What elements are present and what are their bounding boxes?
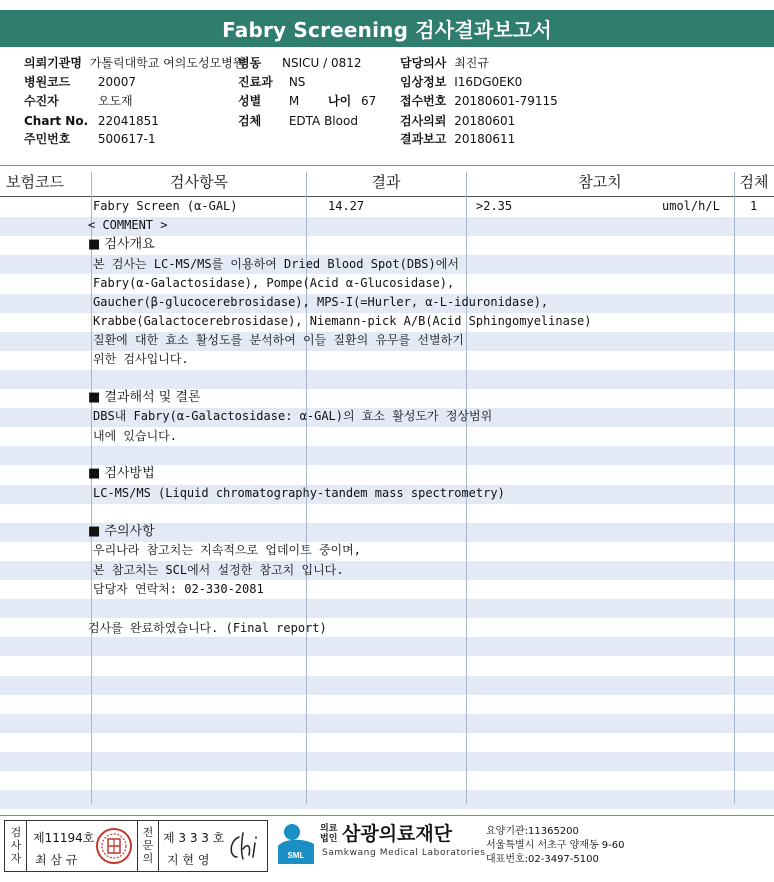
chart-no-value: 22041851 <box>97 114 159 128</box>
comment-line: LC-MS/MS (Liquid chromatography-tandem mass spectrometry) <box>93 486 505 500</box>
row-stripe <box>0 790 774 809</box>
examiner-label-char: 검 <box>10 826 22 839</box>
comment-line: Krabbe(Galactocerebrosidase), Niemann-pick A/B(Acid Sphingomyelinase) <box>93 314 592 328</box>
section-heading: ■ 검사개요 <box>88 237 155 252</box>
row-stripe <box>0 637 774 656</box>
resident-no-label: 주민번호 <box>24 132 71 146</box>
ward-field <box>238 54 362 72</box>
examiner-license: 제11194호 <box>33 831 95 845</box>
sex-label: 성별 <box>238 94 262 108</box>
chart-no-label: Chart No. <box>24 114 89 128</box>
institution-value: 가톨릭대학교 여의도성모병원 <box>89 56 245 70</box>
comment-marker: < COMMENT > <box>88 218 168 232</box>
row-stripe <box>0 370 774 389</box>
specialist-license: 제 3 3 3 호 <box>163 831 225 845</box>
org-name: 삼광의료재단 <box>342 823 453 845</box>
clinical-info-label: 임상정보 <box>400 75 447 89</box>
row-stripe <box>0 446 774 465</box>
request-date-value: 20180601 <box>454 114 516 128</box>
examinee-field <box>24 92 133 110</box>
chart-no-field <box>24 112 159 130</box>
col-test-item: 검사항목 <box>170 173 228 191</box>
hospital-code-value: 20007 <box>97 75 137 89</box>
result-cell: 14.27 <box>328 199 365 213</box>
section-heading: ■ 결과해석 및 결론 <box>88 390 201 405</box>
examiner-name: 최 삼 규 <box>35 853 78 867</box>
org-phone: 대표번호:02-3497-5100 <box>486 854 599 865</box>
institution-label: 의뢰기관명 <box>24 56 82 70</box>
unit-cell: umol/h/L <box>662 199 720 213</box>
test-item-cell: Fabry Screen (α-GAL) <box>93 199 238 213</box>
examinee-value: 오도재 <box>97 94 133 108</box>
specialist-label-char: 문 <box>142 839 154 852</box>
report-date-field <box>400 130 515 148</box>
doctor-value: 최진규 <box>454 56 489 70</box>
clinical-info-field <box>400 73 522 91</box>
clinical-info-value: I16DG0EK0 <box>454 75 523 89</box>
sml-logo-icon <box>274 820 318 868</box>
signature-box <box>4 820 268 872</box>
receipt-no-field <box>400 92 558 110</box>
sex-value: M <box>288 94 300 108</box>
comment-line: 본 검사는 LC-MS/MS를 이용하여 Dried Blood Spot(DBS)에서 <box>93 257 459 271</box>
section-heading: ■ 주의사항 <box>88 524 155 539</box>
age-label: 나이 <box>328 94 352 108</box>
institution-field <box>24 54 244 72</box>
examiner-seal-icon <box>95 827 133 865</box>
specialist-name: 지 현 영 <box>167 853 210 867</box>
row-stripe <box>0 714 774 733</box>
comment-line: 담당자 연락처: 02-330-2081 <box>93 582 264 596</box>
table-header <box>0 165 774 197</box>
report-date-value: 20180611 <box>454 132 516 146</box>
org-address: 서울특별시 서초구 양재동 9-60 <box>486 840 625 851</box>
doctor-label: 담당의사 <box>400 56 447 70</box>
examiner-label <box>5 821 27 871</box>
examinee-label: 수진자 <box>24 94 59 108</box>
org-prefix <box>320 824 337 844</box>
org-english-name: Samkwang Medical Laboratories <box>322 848 486 858</box>
age-value: 67 <box>361 94 377 108</box>
specimen-value: EDTA Blood <box>288 114 358 128</box>
comment-line: 위한 검사입니다. <box>93 352 189 366</box>
col-insurance-code: 보험코드 <box>6 173 64 191</box>
sex-field <box>238 92 299 110</box>
grid-line <box>734 172 735 804</box>
specimen-label: 검체 <box>238 114 262 128</box>
signature-icon <box>225 831 265 863</box>
report-title: Fabry Screening 검사결과보고서 <box>0 10 774 47</box>
col-reference: 참고치 <box>578 173 622 191</box>
report-footer <box>0 815 774 882</box>
doctor-field <box>400 54 489 72</box>
logo-text: SML <box>287 851 305 860</box>
report-date-label: 결과보고 <box>400 132 447 146</box>
request-date-field <box>400 112 515 130</box>
receipt-no-label: 접수번호 <box>400 94 447 108</box>
department-value: NS <box>288 75 306 89</box>
comment-line: Fabry(α-Galactosidase), Pompe(Acid α-Glucosidase), <box>93 276 455 290</box>
specialist-label-char: 전 <box>142 826 154 839</box>
request-date-label: 검사의뢰 <box>400 114 447 128</box>
org-prefix-bottom: 법인 <box>320 834 338 844</box>
department-label: 진료과 <box>238 75 273 89</box>
row-stripe <box>0 752 774 771</box>
comment-line: 내에 있습니다. <box>93 429 178 443</box>
comment-line: 우리나라 참고치는 지속적으로 업데이트 중이며, <box>93 543 361 557</box>
reference-cell: >2.35 <box>476 199 513 213</box>
age-field <box>328 92 376 110</box>
section-heading: ■ 검사방법 <box>88 466 155 481</box>
row-stripe <box>0 599 774 618</box>
grid-line <box>91 172 92 804</box>
org-prefix-top: 의료 <box>320 824 338 834</box>
ward-value: NSICU / 0812 <box>282 56 362 70</box>
comment-line: Gaucher(β-glucocerebrosidase), MPS-I(=Hurler, α-L-iduronidase), <box>93 295 549 309</box>
specialist-label <box>137 821 159 871</box>
specimen-cell: 1 <box>750 199 758 213</box>
final-report-note: 검사를 완료하였습니다. (Final report) <box>88 621 327 635</box>
receipt-no-value: 20180601-79115 <box>454 94 558 108</box>
care-institution-no: 요양기관:11365200 <box>486 826 579 837</box>
specimen-field <box>238 112 358 130</box>
hospital-code-field <box>24 73 136 91</box>
department-field <box>238 73 305 91</box>
hospital-code-label: 병원코드 <box>24 75 71 89</box>
col-result: 결과 <box>371 173 401 191</box>
comment-line: 본 참고치는 SCL에서 설정한 참고치 입니다. <box>93 563 344 577</box>
comment-line: 질환에 대한 효소 활성도를 분석하여 이들 질환의 유무를 선별하기 <box>93 333 464 347</box>
resident-no-value: 500617-1 <box>97 132 156 146</box>
resident-no-field <box>24 130 156 148</box>
ward-label: 병동 <box>238 56 262 70</box>
examiner-label-char: 사 <box>10 839 22 852</box>
col-specimen: 검체 <box>739 173 769 191</box>
row-stripe <box>0 676 774 695</box>
comment-line: DBS내 Fabry(α-Galactosidase: α-GAL)의 효소 활성도가 정상범위 <box>93 409 493 423</box>
examiner-label-char: 자 <box>10 852 22 865</box>
specialist-label-char: 의 <box>142 852 154 865</box>
